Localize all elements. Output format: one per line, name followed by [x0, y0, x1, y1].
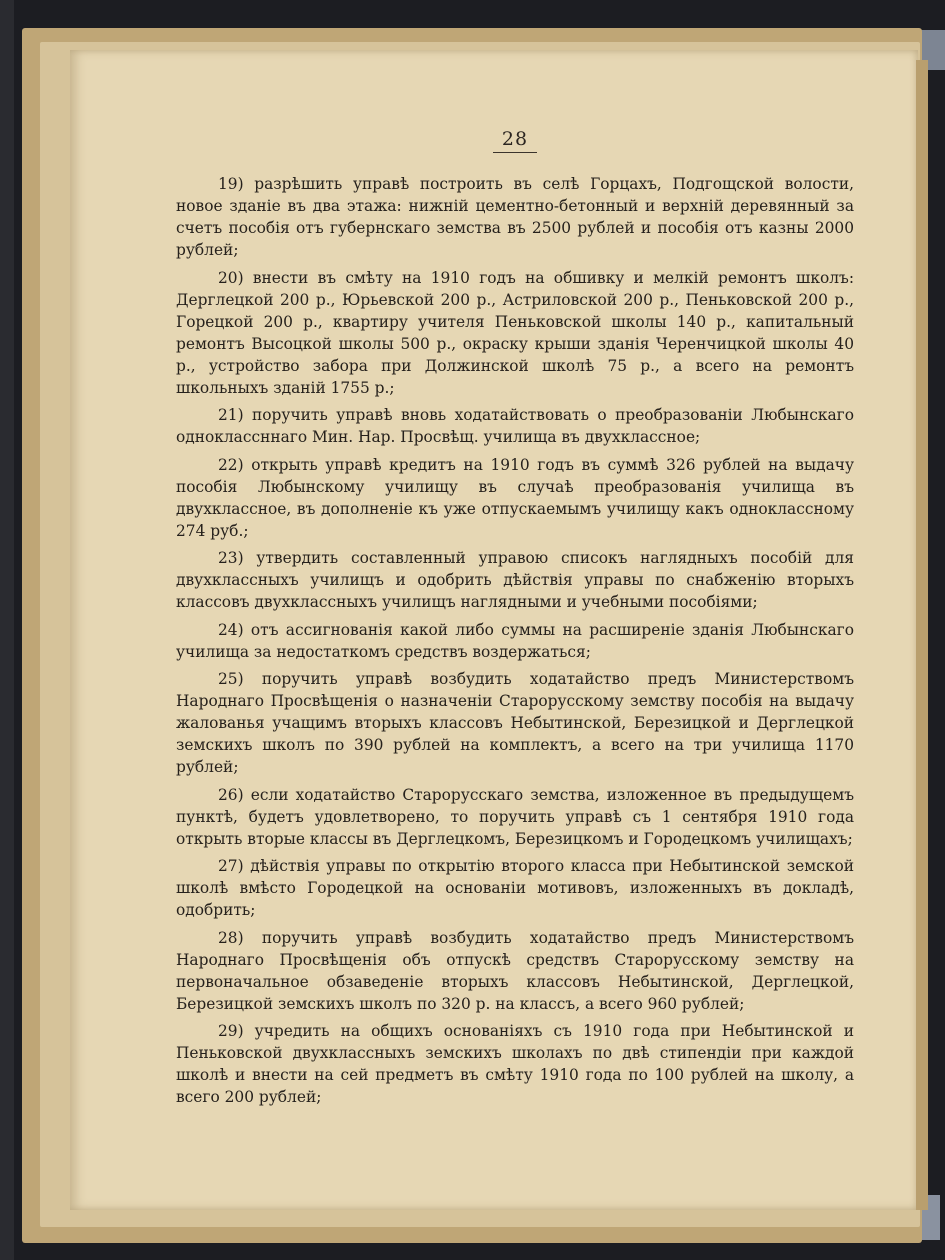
- paragraph-20: 20) внести въ смѣту на 1910 годъ на обшивку и мелкій ремонтъ школъ: Дерглецкой 200 р., Юрьевской 200 р., Астриловской 200 р., Пеньковской 200 р., Горецкой 200 р., квартиру учителя Пеньковской школы 140 р., капитальный ремонтъ Высоцкой школы 500 р., окраску крыши зданія Черенчицкой школы 40 р., устройство забора при Должинской школѣ 75 р., а всего на ремонтъ школьныхъ зданій 1755 р.;: [176, 268, 854, 397]
- paragraph-28: 28) поручить управѣ возбудить ходатайство предъ Министерствомъ Народнаго Просвѣщенія объ отпускѣ средствъ Старорусскому земству на первоначальное обзаведеніе вторыхъ классовъ Небытинской, Дерглецкой, Березицкой земскихъ школъ по 320 р. на классъ, а всего 960 рублей;: [176, 928, 854, 1013]
- page-right-edge: [916, 60, 928, 1210]
- paragraph-26: 26) если ходатайство Старорусскаго земства, изложенное въ предыдущемъ пунктѣ, будетъ удовлетворено, то поручить управѣ съ 1 сентября 1910 года открыть вторые классы въ Дерглецкомъ, Березицкомъ и Городецкомъ училищахъ;: [176, 785, 854, 848]
- paragraph-27: 27) дѣйствія управы по открытію второго класса при Небытинской земской школѣ вмѣсто Городецкой на основаніи мотивовъ, изложенныхъ въ докладѣ, одобрить;: [176, 857, 854, 919]
- document-body: [176, 173, 854, 1114]
- paragraph-25: 25) поручить управѣ возбудить ходатайство предъ Министерствомъ Народнаго Просвѣщенія о назначеніи Старорусскому земству пособія на выдачу жалованья учащимъ вторыхъ классовъ Небытинской, Березицкой и Дерглецкой земскихъ школъ по 390 рублей на комплектъ, а всего на три училища 1170 рублей;: [176, 670, 854, 776]
- paragraph-19: 19) разрѣшить управѣ построить въ селѣ Горцахъ, Подгощской волости, новое зданіе въ два этажа: нижній цементно-бетонный и верхній деревянный за счетъ пособія отъ губернскаго земства въ 2500 рублей и пособія отъ казны 2000 рублей;: [176, 175, 854, 259]
- paragraph-22: 22) открыть управѣ кредитъ на 1910 годъ въ суммѣ 326 рублей на выдачу пособія Любынскому училищу въ случаѣ преобразованія училища въ двухклассное, въ дополненіе къ уже отпускаемымъ училищу какъ одноклассному 274 руб.;: [176, 455, 854, 540]
- paragraph-21: 21) поручить управѣ вновь ходатайствовать о преобразованіи Любынскаго одноклассннаго Мин. Нар. Просвѣщ. училища въ двухклассное;: [176, 406, 854, 446]
- paragraph-24: 24) отъ ассигнованія какой либо суммы на расширеніе зданія Любынскаго училища за недостаткомъ средствъ воздержаться;: [176, 620, 854, 661]
- left-background: [0, 0, 14, 1260]
- paragraph-23: 23) утвердить составленный управою списокъ наглядныхъ пособій для двухклассныхъ училищъ и одобрить дѣйствія управы по снабженію вторыхъ классовъ двухклассныхъ училищъ наглядными и учебными пособіями;: [176, 549, 854, 611]
- page-number: 28: [493, 128, 537, 153]
- paragraph-29: 29) учредить на общихъ основаніяхъ съ 1910 года при Небытинской и Пеньковской двухклассныхъ земскихъ школахъ по двѣ стипендіи при каждой школѣ и внести на сей предметъ въ смѣту 1910 года по 100 рублей на школу, а всего 200 рублей;: [176, 1022, 854, 1106]
